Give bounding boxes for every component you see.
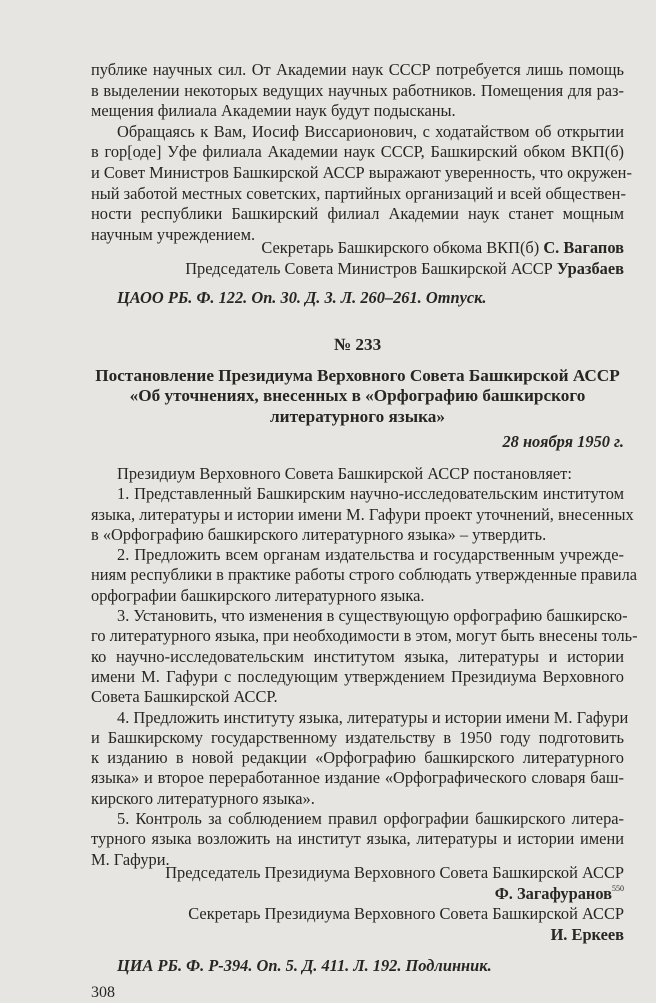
text-line: М. Гафури. <box>91 849 170 869</box>
document-header <box>91 335 624 453</box>
text-line: Президиум Верховного Совета Башкирской АССР постановляет: <box>117 464 572 483</box>
text-line: го литературного языка, при необходимости в этом, могут быть внесены толь- <box>91 626 638 646</box>
text-line: 1. Представленный Башкирским научно-исследовательским институтом <box>117 484 624 504</box>
text-line: языка» и второе переработанное издание «Орфографического словаря баш- <box>91 768 624 788</box>
prev-archive-ref <box>91 288 624 309</box>
text-line: ниям республики в практике работы строго соблюдать утвержденные правила <box>91 565 638 585</box>
text-line: и Башкирскому государственному издательству в 1950 году подготовить <box>91 727 624 747</box>
text-line: к изданию в новой редакции «Орфографию башкирского литературного <box>91 748 624 768</box>
text-line: языка, литературы и истории имени М. Гафури проект уточнений, внесенных <box>91 504 634 524</box>
archive-reference: ЦАОО РБ. Ф. 122. Оп. 30. Д. 3. Л. 260–261. Отпуск. <box>117 288 487 307</box>
document-title-line: «Об уточнениях, внесенных в «Орфографию башкирского <box>129 386 586 406</box>
text-line: 4. Предложить институту языка, литературы и истории имени М. Гафури <box>117 707 629 727</box>
text-line: научным учреждением. <box>91 224 256 244</box>
document-title-line: Постановление Президиума Верховного Совета Башкирской АССР <box>95 365 620 385</box>
text-line: 3. Установить, что изменения в существующую орфографию башкирско- <box>117 606 628 626</box>
text-line: орфографии башкирского литературного языка. <box>91 585 425 605</box>
footnote-marker: 550 <box>612 883 624 893</box>
text-line: ный заботой местных советских, партийных организаций и всей обществен- <box>91 183 626 203</box>
signature: Секретарь Башкирского обкома ВКП(б) С. Вагапов <box>261 238 624 257</box>
signature-title: Председатель Президиума Верховного Совета Башкирской АССР <box>165 863 624 882</box>
document-signatures <box>91 863 624 945</box>
text-line: Совета Башкирской АССР. <box>91 687 278 707</box>
text-line: ности республики Башкирский филиал Академии наук станет мощным <box>91 204 624 224</box>
text-line: в гор[оде] Уфе филиала Академии наук СССР, Башкирский обком ВКП(б) <box>91 142 624 162</box>
text-line: ко научно-исследовательским институтом языка, литературы и истории <box>91 646 624 666</box>
text-line: в «Орфографию башкирского литературного языка» – утвердить. <box>91 524 547 544</box>
page-number: 308 <box>91 984 115 1001</box>
text-line: публике научных сил. От Академии наук СССР потребуется лишь помощь <box>91 60 624 79</box>
text-line: кирского литературного языка». <box>91 788 315 808</box>
text-line: 2. Предложить всем органам издательства и государственным учрежде- <box>117 545 624 565</box>
document-title-line: литературного языка» <box>270 406 445 426</box>
signature-title: Секретарь Президиума Верховного Совета Башкирской АССР <box>188 904 624 924</box>
prev-document-text <box>91 60 632 245</box>
text-line: Обращаясь к Вам, Иосиф Виссарионович, с ходатайством об открытии <box>117 121 624 141</box>
signature-name: И. Еркеев <box>550 924 624 944</box>
text-line: имени М. Гафури с последующим утверждением Президиума Верховного <box>91 666 624 686</box>
document-number: № 233 <box>333 335 382 354</box>
document-date: 28 ноября 1950 г. <box>502 432 624 452</box>
document-body <box>91 464 638 870</box>
text-line: в выделении некоторых ведущих научных работников. Помещения для раз- <box>91 80 624 100</box>
signature: Председатель Совета Министров Башкирской АССР Уразбаев <box>185 258 624 278</box>
text-line: 5. Контроль за соблюдением правил орфографии башкирского литера- <box>117 809 624 829</box>
document-archive-ref <box>91 956 624 977</box>
text-line: турного языка возложить на институт языка, литературы и истории имени <box>91 829 624 849</box>
archive-reference: ЦИА РБ. Ф. Р-394. Оп. 5. Д. 411. Л. 192. Подлинник. <box>117 956 492 975</box>
text-line: и Совет Министров Башкирской АССР выражают уверенность, что окружен- <box>91 162 632 182</box>
prev-signatures <box>91 238 624 279</box>
text-line: мещения филиала Академии наук будут подысканы. <box>91 101 456 121</box>
signature-name: Ф. Загафуранов$^{550}$ <box>494 883 624 903</box>
